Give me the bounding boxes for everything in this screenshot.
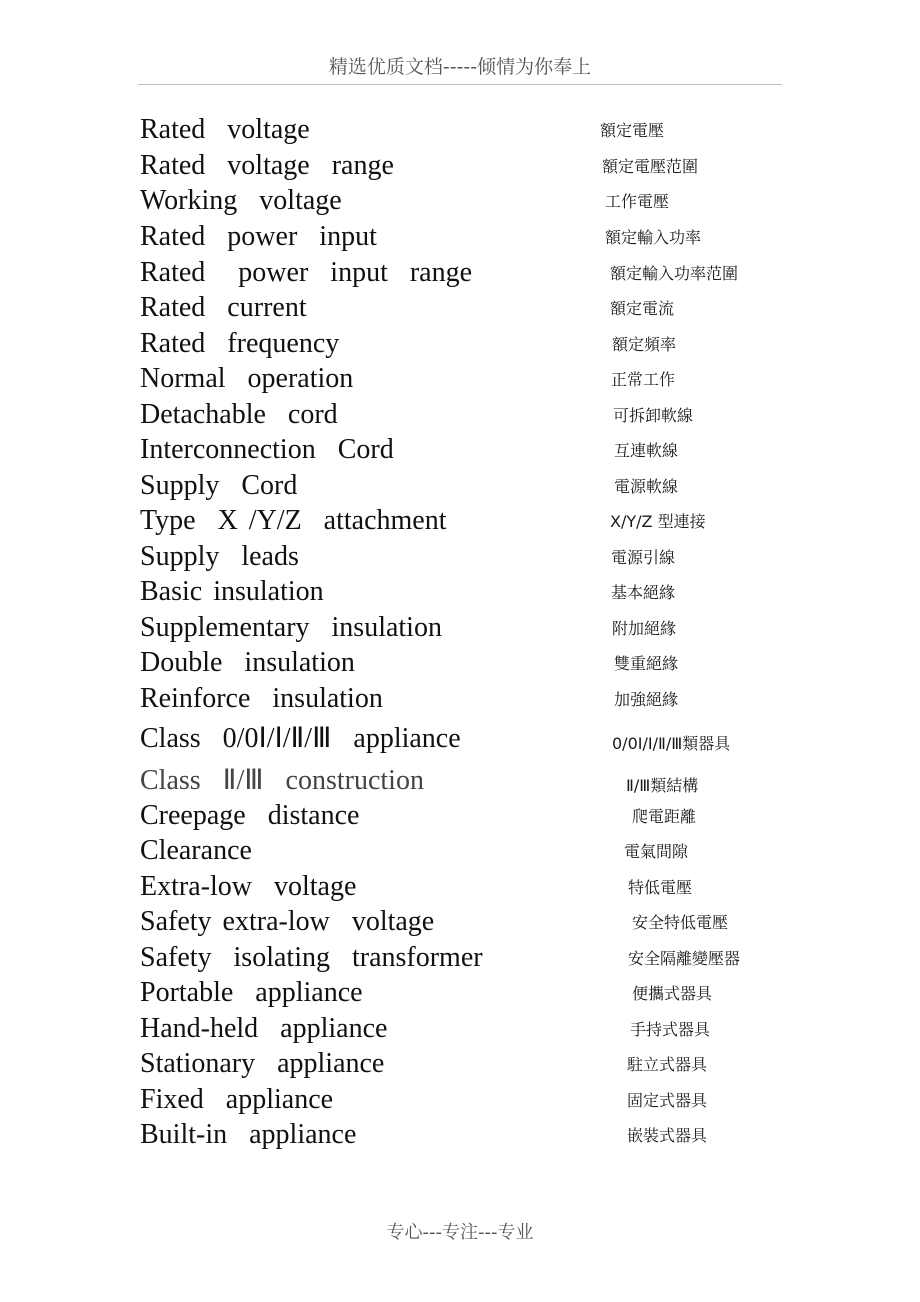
term-english: Reinforce insulation <box>140 683 383 714</box>
term-row <box>0 504 920 538</box>
term-row <box>0 834 920 868</box>
term-row <box>0 941 920 975</box>
term-english: Double insulation <box>140 647 355 678</box>
term-english: Normal operation <box>140 363 354 394</box>
term-row <box>0 575 920 609</box>
term-row <box>0 1083 920 1117</box>
term-row <box>0 220 920 254</box>
page-footer: 专心---专注---专业 <box>386 1222 534 1243</box>
term-chinese: 特低電壓 <box>628 878 693 897</box>
term-chinese: 可拆卸軟線 <box>613 406 694 425</box>
term-row <box>0 184 920 218</box>
term-row <box>0 113 920 147</box>
term-chinese: 固定式器具 <box>627 1091 708 1110</box>
term-row <box>0 722 920 756</box>
term-english: Supply leads <box>140 541 299 572</box>
term-english: Rated voltage <box>140 114 310 145</box>
term-chinese: 駐立式器具 <box>627 1055 708 1074</box>
term-english: Supply Cord <box>140 470 298 501</box>
term-english: Supplementary insulation <box>140 612 442 643</box>
term-english: Basic insulation <box>140 576 324 607</box>
term-chinese: 安全隔離變壓器 <box>628 949 741 968</box>
term-english: Rated current <box>140 292 307 323</box>
term-row <box>0 870 920 904</box>
term-english: Rated power input range <box>140 257 473 288</box>
term-english: Rated power input <box>140 221 377 252</box>
term-row <box>0 540 920 574</box>
page-header: 精选优质文档-----倾情为你奉上 <box>138 50 782 85</box>
term-english: Safety isolating transformer <box>140 942 483 973</box>
term-chinese: 電源引線 <box>611 548 676 567</box>
term-english: Type X /Y/Z attachment <box>140 505 447 536</box>
term-chinese: 安全特低電壓 <box>632 913 729 932</box>
term-row <box>0 976 920 1010</box>
term-chinese: 加強絕緣 <box>614 690 679 709</box>
term-english: Fixed appliance <box>140 1084 334 1115</box>
term-english: Portable appliance <box>140 977 363 1008</box>
term-row <box>0 362 920 396</box>
term-row <box>0 433 920 467</box>
term-chinese: 便攜式器具 <box>632 984 713 1003</box>
term-row <box>0 291 920 325</box>
term-row <box>0 799 920 833</box>
term-english: Rated voltage range <box>140 150 394 181</box>
term-chinese: 互連軟線 <box>614 441 679 460</box>
term-english: Stationary appliance <box>140 1048 385 1079</box>
term-row <box>0 1012 920 1046</box>
term-chinese: 雙重絕緣 <box>614 654 679 673</box>
term-row <box>0 905 920 939</box>
term-english: Safety extra-low voltage <box>140 906 435 937</box>
term-chinese: 額定輸入功率 <box>605 228 702 247</box>
term-chinese: X/Y/Z 型連接 <box>610 512 706 531</box>
term-chinese: 額定電壓 <box>600 121 665 140</box>
term-english: Creepage distance <box>140 800 360 831</box>
term-chinese: 工作電壓 <box>605 192 670 211</box>
term-row <box>0 1047 920 1081</box>
term-english: Class 0/0Ⅰ/Ⅰ/Ⅱ/Ⅲ appliance <box>140 723 461 754</box>
term-row <box>0 149 920 183</box>
term-chinese: 手持式器具 <box>630 1020 711 1039</box>
term-chinese: 附加絕緣 <box>612 619 677 638</box>
term-english: Clearance <box>140 835 252 866</box>
term-row <box>0 469 920 503</box>
term-chinese: 額定輸入功率范圍 <box>610 264 739 283</box>
term-chinese: 正常工作 <box>611 370 676 389</box>
term-chinese: 爬電距離 <box>632 807 697 826</box>
term-chinese: 0/0Ⅰ/Ⅰ/Ⅱ/Ⅲ類器具 <box>612 734 731 753</box>
term-english: Detachable cord <box>140 399 338 430</box>
term-row <box>0 327 920 361</box>
term-english: Extra-low voltage <box>140 871 357 902</box>
term-row <box>0 1118 920 1152</box>
term-chinese: 額定電流 <box>610 299 675 318</box>
term-row <box>0 646 920 680</box>
term-english: Built-in appliance <box>140 1119 357 1150</box>
term-chinese: 基本絕緣 <box>611 583 676 602</box>
term-row <box>0 764 920 798</box>
term-english: Rated frequency <box>140 328 340 359</box>
term-english: Working voltage <box>140 185 342 216</box>
term-english: Hand-held appliance <box>140 1013 388 1044</box>
term-chinese: 電氣間隙 <box>624 842 689 861</box>
term-chinese: Ⅱ/Ⅲ類結構 <box>626 776 699 795</box>
term-english: Class Ⅱ/Ⅲ construction <box>140 765 424 796</box>
term-chinese: 嵌裝式器具 <box>627 1126 708 1145</box>
term-row <box>0 611 920 645</box>
term-row <box>0 398 920 432</box>
term-english: Interconnection Cord <box>140 434 394 465</box>
term-row <box>0 682 920 716</box>
term-chinese: 額定電壓范圍 <box>602 157 699 176</box>
term-row <box>0 256 920 290</box>
term-chinese: 額定頻率 <box>612 335 677 354</box>
term-chinese: 電源軟線 <box>614 477 679 496</box>
